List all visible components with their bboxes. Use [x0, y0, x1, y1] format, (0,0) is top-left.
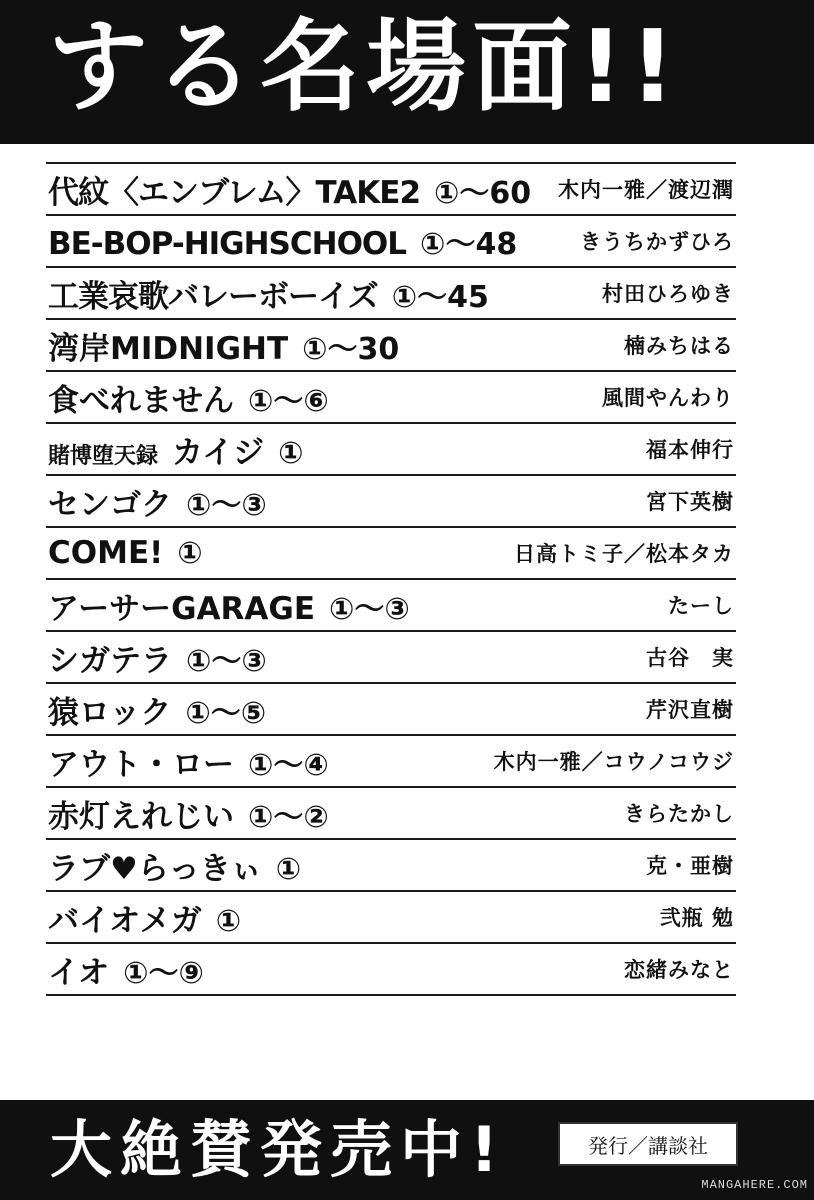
- manga-title: センゴク: [48, 486, 172, 523]
- author-name: 木内一雅／コウノコウジ: [493, 749, 734, 774]
- author-name: 楠みちはる: [624, 333, 734, 358]
- volume-range: ①: [275, 851, 302, 887]
- list-item: [46, 684, 736, 736]
- manga-title: BE-BOP-HIGHSCHOOL: [48, 226, 407, 262]
- publisher-box: [558, 1122, 738, 1166]
- manga-title: バイオメガ: [48, 902, 202, 939]
- manga-title: 猿ロック: [48, 694, 172, 731]
- title-group: [48, 271, 489, 316]
- title-group: [48, 635, 267, 680]
- list-item: [46, 372, 736, 424]
- manga-title: COME!: [48, 535, 164, 571]
- title-group: [48, 479, 267, 524]
- list-item: [46, 424, 736, 476]
- title-group: [48, 535, 203, 571]
- author-name: 村田ひろゆき: [602, 281, 734, 306]
- author-name: 日高トミ子／松本タカ: [514, 541, 734, 566]
- volume-range: ①〜③: [186, 643, 267, 679]
- manga-title: ラブ♥らっきぃ: [48, 850, 262, 887]
- author-name: 恋緒みなと: [624, 957, 734, 982]
- manga-title: 湾岸MIDNIGHT: [48, 330, 289, 367]
- watermark: MANGAHERE.COM: [701, 1178, 808, 1192]
- manga-title: イオ: [48, 954, 110, 991]
- title-group: [48, 947, 204, 992]
- volume-range: ①〜45: [391, 279, 489, 315]
- list-item: [46, 632, 736, 684]
- list-item: [46, 580, 736, 632]
- list-item: [46, 320, 736, 372]
- manga-title: シガテラ: [48, 642, 172, 679]
- list-item: [46, 840, 736, 892]
- title-group: [48, 427, 304, 472]
- volume-range: ①〜③: [329, 591, 410, 627]
- list-item: [46, 476, 736, 528]
- volume-range: ①: [278, 435, 304, 471]
- volume-range: ①〜60: [434, 175, 532, 211]
- list-item: [46, 736, 736, 788]
- title-group: [48, 739, 329, 784]
- manga-title: アーサーGARAGE: [48, 590, 315, 627]
- author-name: きうちかずひろ: [580, 229, 734, 254]
- headline: する名場面!!: [48, 8, 682, 125]
- list-item: [46, 164, 736, 216]
- manga-title: 赤灯えれじい: [48, 798, 234, 835]
- list-item: [46, 944, 736, 996]
- volume-range: ①〜⑥: [248, 383, 329, 419]
- list-item: [46, 892, 736, 944]
- author-name: 克・亜樹: [646, 853, 734, 878]
- manga-title: 食べれません: [48, 382, 234, 419]
- title-group: [48, 219, 517, 263]
- volume-range: ①〜④: [248, 747, 329, 783]
- author-name: 芹沢直樹: [646, 697, 734, 722]
- author-name: 弐瓶 勉: [659, 905, 734, 930]
- volume-range: ①〜③: [186, 487, 267, 523]
- author-name: 古谷 実: [646, 645, 734, 670]
- author-name: 風間やんわり: [602, 385, 734, 410]
- author-name: 木内一雅／渡辺潤: [558, 177, 734, 202]
- manga-title: アウト・ロー: [48, 746, 234, 783]
- title-list: [46, 162, 736, 996]
- author-name: たーし: [668, 593, 734, 618]
- list-item: [46, 788, 736, 840]
- top-banner: [0, 0, 814, 144]
- author-name: 福本伸行: [646, 437, 734, 462]
- manga-title: 代紋〈エンブレム〉TAKE2: [48, 174, 421, 211]
- volume-range: ①〜②: [248, 799, 329, 835]
- title-group: [48, 583, 410, 628]
- author-name: きらたかし: [624, 801, 734, 826]
- manga-title: 工業哀歌バレーボーイズ: [48, 278, 378, 315]
- author-name: 宮下英樹: [646, 489, 734, 514]
- title-group: [48, 323, 399, 368]
- title-group: [48, 167, 531, 212]
- title-group: [48, 843, 301, 888]
- list-item: [46, 268, 736, 320]
- list-item: [46, 216, 736, 268]
- title-group: [48, 375, 329, 420]
- publisher-credit: 発行／講談社: [588, 1133, 708, 1158]
- volume-range: ①〜⑨: [123, 955, 204, 991]
- volume-range: ①〜30: [302, 331, 400, 367]
- title-group: [48, 895, 241, 940]
- manga-title: 賭博堕天録: [48, 443, 159, 469]
- volume-range: ①〜48: [420, 227, 518, 262]
- volume-range: ①〜⑤: [185, 695, 267, 731]
- title-group: [48, 687, 266, 732]
- title-group: [48, 791, 329, 836]
- bottom-banner: [0, 1100, 814, 1200]
- volume-range: ①: [215, 903, 242, 939]
- manga-subtitle: カイジ: [172, 434, 265, 471]
- slogan: 大絶賛発売中!: [50, 1113, 507, 1186]
- list-item: [46, 528, 736, 580]
- volume-range: ①: [177, 536, 203, 571]
